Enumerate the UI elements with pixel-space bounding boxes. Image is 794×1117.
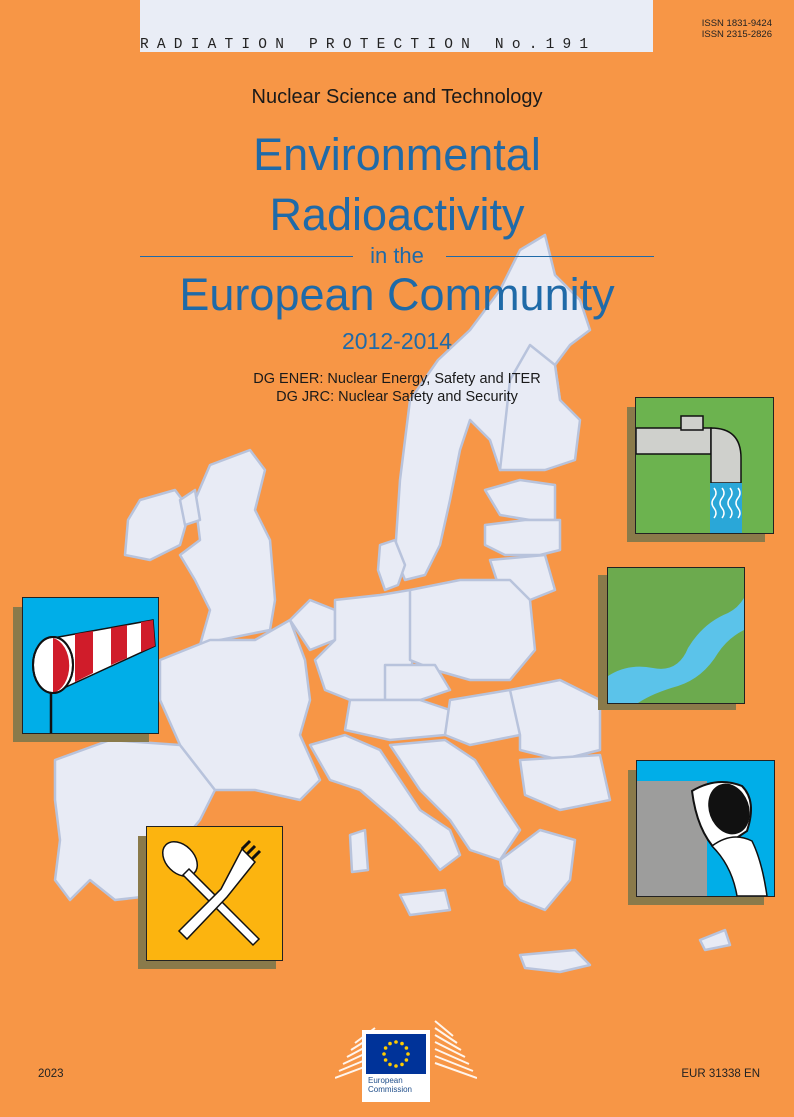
river-icon	[608, 568, 744, 703]
eu-flag-icon	[362, 1030, 430, 1074]
title-line-3: European Community	[179, 269, 615, 320]
author-line: DG ENER: Nuclear Energy, Safety and ITER	[253, 371, 541, 387]
author-line: DG JRC: Nuclear Safety and Security	[276, 389, 518, 405]
river-tile	[607, 567, 745, 704]
subject-line: Nuclear Science and Technology	[251, 86, 543, 108]
publication-year: 2023	[38, 1068, 64, 1080]
series-title: RADIATION PROTECTION No.191	[140, 37, 597, 53]
windsock-icon	[23, 598, 158, 733]
issn-line: ISSN 2315-2826	[701, 29, 772, 40]
water-tap-tile	[635, 397, 774, 534]
report-number: EUR 31338 EN	[681, 1068, 760, 1080]
food-tile	[146, 826, 283, 961]
title-line-2: Radioactivity	[269, 189, 525, 240]
sewage-outlet-icon	[637, 761, 774, 896]
title-connector-text: in the	[370, 243, 424, 268]
commission-name-line: European	[368, 1076, 403, 1085]
windsock-tile	[22, 597, 159, 734]
commission-name-line: Commission	[368, 1085, 413, 1094]
commission-name	[368, 1076, 412, 1094]
issn-line: ISSN 1831-9424	[701, 18, 772, 29]
issn-block	[702, 18, 772, 40]
title-line-1: Environmental	[253, 129, 541, 180]
spoon-fork-icon	[147, 827, 282, 960]
title-connector	[140, 243, 654, 269]
title-rule-right	[446, 256, 654, 257]
sewage-outlet-tile	[636, 760, 775, 897]
years-range: 2012-2014	[342, 328, 452, 354]
water-tap-icon	[636, 398, 773, 533]
